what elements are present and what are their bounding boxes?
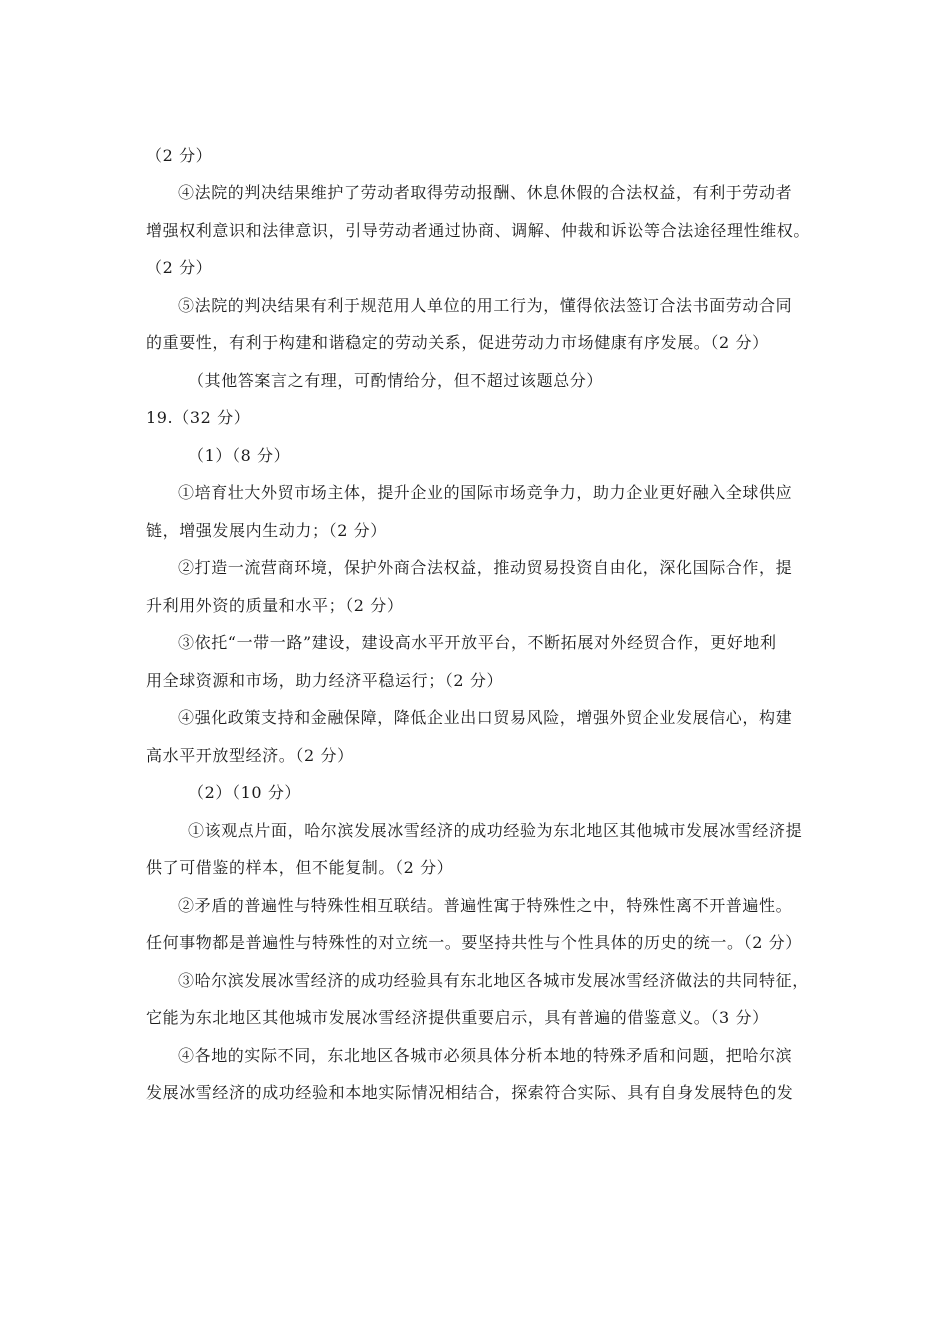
- answer-item-5-line-1: ⑤法院的判决结果有利于规范用人单位的用工行为，懂得依法签订合法书面劳动合同: [178, 296, 793, 315]
- score-note: （2 分）: [146, 258, 213, 277]
- answer-item-5-line-2: 的重要性，有利于构建和谐稳定的劳动关系，促进劳动力市场健康有序发展。（2 分）: [146, 333, 769, 352]
- question-19-heading: 19.（32 分）: [146, 408, 251, 427]
- q19-2-item-4-line-2: 发展冰雪经济的成功经验和本地实际情况相结合，探索符合实际、具有自身发展特色的发: [146, 1083, 794, 1102]
- q19-2-item-1-line-1: ①该观点片面，哈尔滨发展冰雪经济的成功经验为东北地区其他城市发展冰雪经济提: [188, 821, 803, 840]
- q19-2-item-2-line-1: ②矛盾的普遍性与特殊性相互联结。普遍性寓于特殊性之中，特殊性离不开普遍性。: [178, 896, 793, 915]
- grading-note: （其他答案言之有理，可酌情给分，但不超过该题总分）: [188, 371, 604, 390]
- score-note: （2 分）: [146, 146, 213, 165]
- subquestion-1-heading: （1）（8 分）: [188, 446, 291, 465]
- q19-1-item-1-line-1: ①培育壮大外贸市场主体，提升企业的国际市场竞争力，助力企业更好融入全球供应: [178, 483, 793, 502]
- answer-item-4-line-2: 增强权利意识和法律意识，引导劳动者通过协商、调解、仲裁和诉讼等合法途径理性维权。: [146, 221, 811, 240]
- q19-2-item-4-line-1: ④各地的实际不同，东北地区各城市必须具体分析本地的特殊矛盾和问题，把哈尔滨: [178, 1046, 793, 1065]
- q19-2-item-3-line-1: ③哈尔滨发展冰雪经济的成功经验具有东北地区各城市发展冰雪经济做法的共同特征，: [178, 971, 809, 990]
- q19-1-item-4-line-1: ④强化政策支持和金融保障，降低企业出口贸易风险，增强外贸企业发展信心，构建: [178, 708, 793, 727]
- q19-1-item-2-line-1: ②打造一流营商环境，保护外商合法权益，推动贸易投资自由化，深化国际合作，提: [178, 558, 793, 577]
- q19-2-item-3-line-2: 它能为东北地区其他城市发展冰雪经济提供重要启示，具有普遍的借鉴意义。（3 分）: [146, 1008, 769, 1027]
- q19-2-item-2-line-2: 任何事物都是普遍性与特殊性的对立统一。要坚持共性与个性具体的历史的统一。（2 分）: [146, 933, 802, 952]
- q19-1-item-4-line-2: 高水平开放型经济。（2 分）: [146, 746, 354, 765]
- q19-1-item-3-line-2: 用全球资源和市场，助力经济平稳运行；（2 分）: [146, 671, 504, 690]
- q19-1-item-3-line-1: ③依托“一带一路”建设，建设高水平开放平台，不断拓展对外经贸合作，更好地利: [178, 633, 777, 652]
- q19-1-item-1-line-2: 链，增强发展内生动力；（2 分）: [146, 521, 387, 540]
- q19-1-item-2-line-2: 升利用外资的质量和水平；（2 分）: [146, 596, 404, 615]
- subquestion-2-heading: （2）（10 分）: [188, 783, 302, 802]
- answer-item-4-line-1: ④法院的判决结果维护了劳动者取得劳动报酬、休息休假的合法权益，有利于劳动者: [178, 183, 793, 202]
- q19-2-item-1-line-2: 供了可借鉴的样本，但不能复制。（2 分）: [146, 858, 454, 877]
